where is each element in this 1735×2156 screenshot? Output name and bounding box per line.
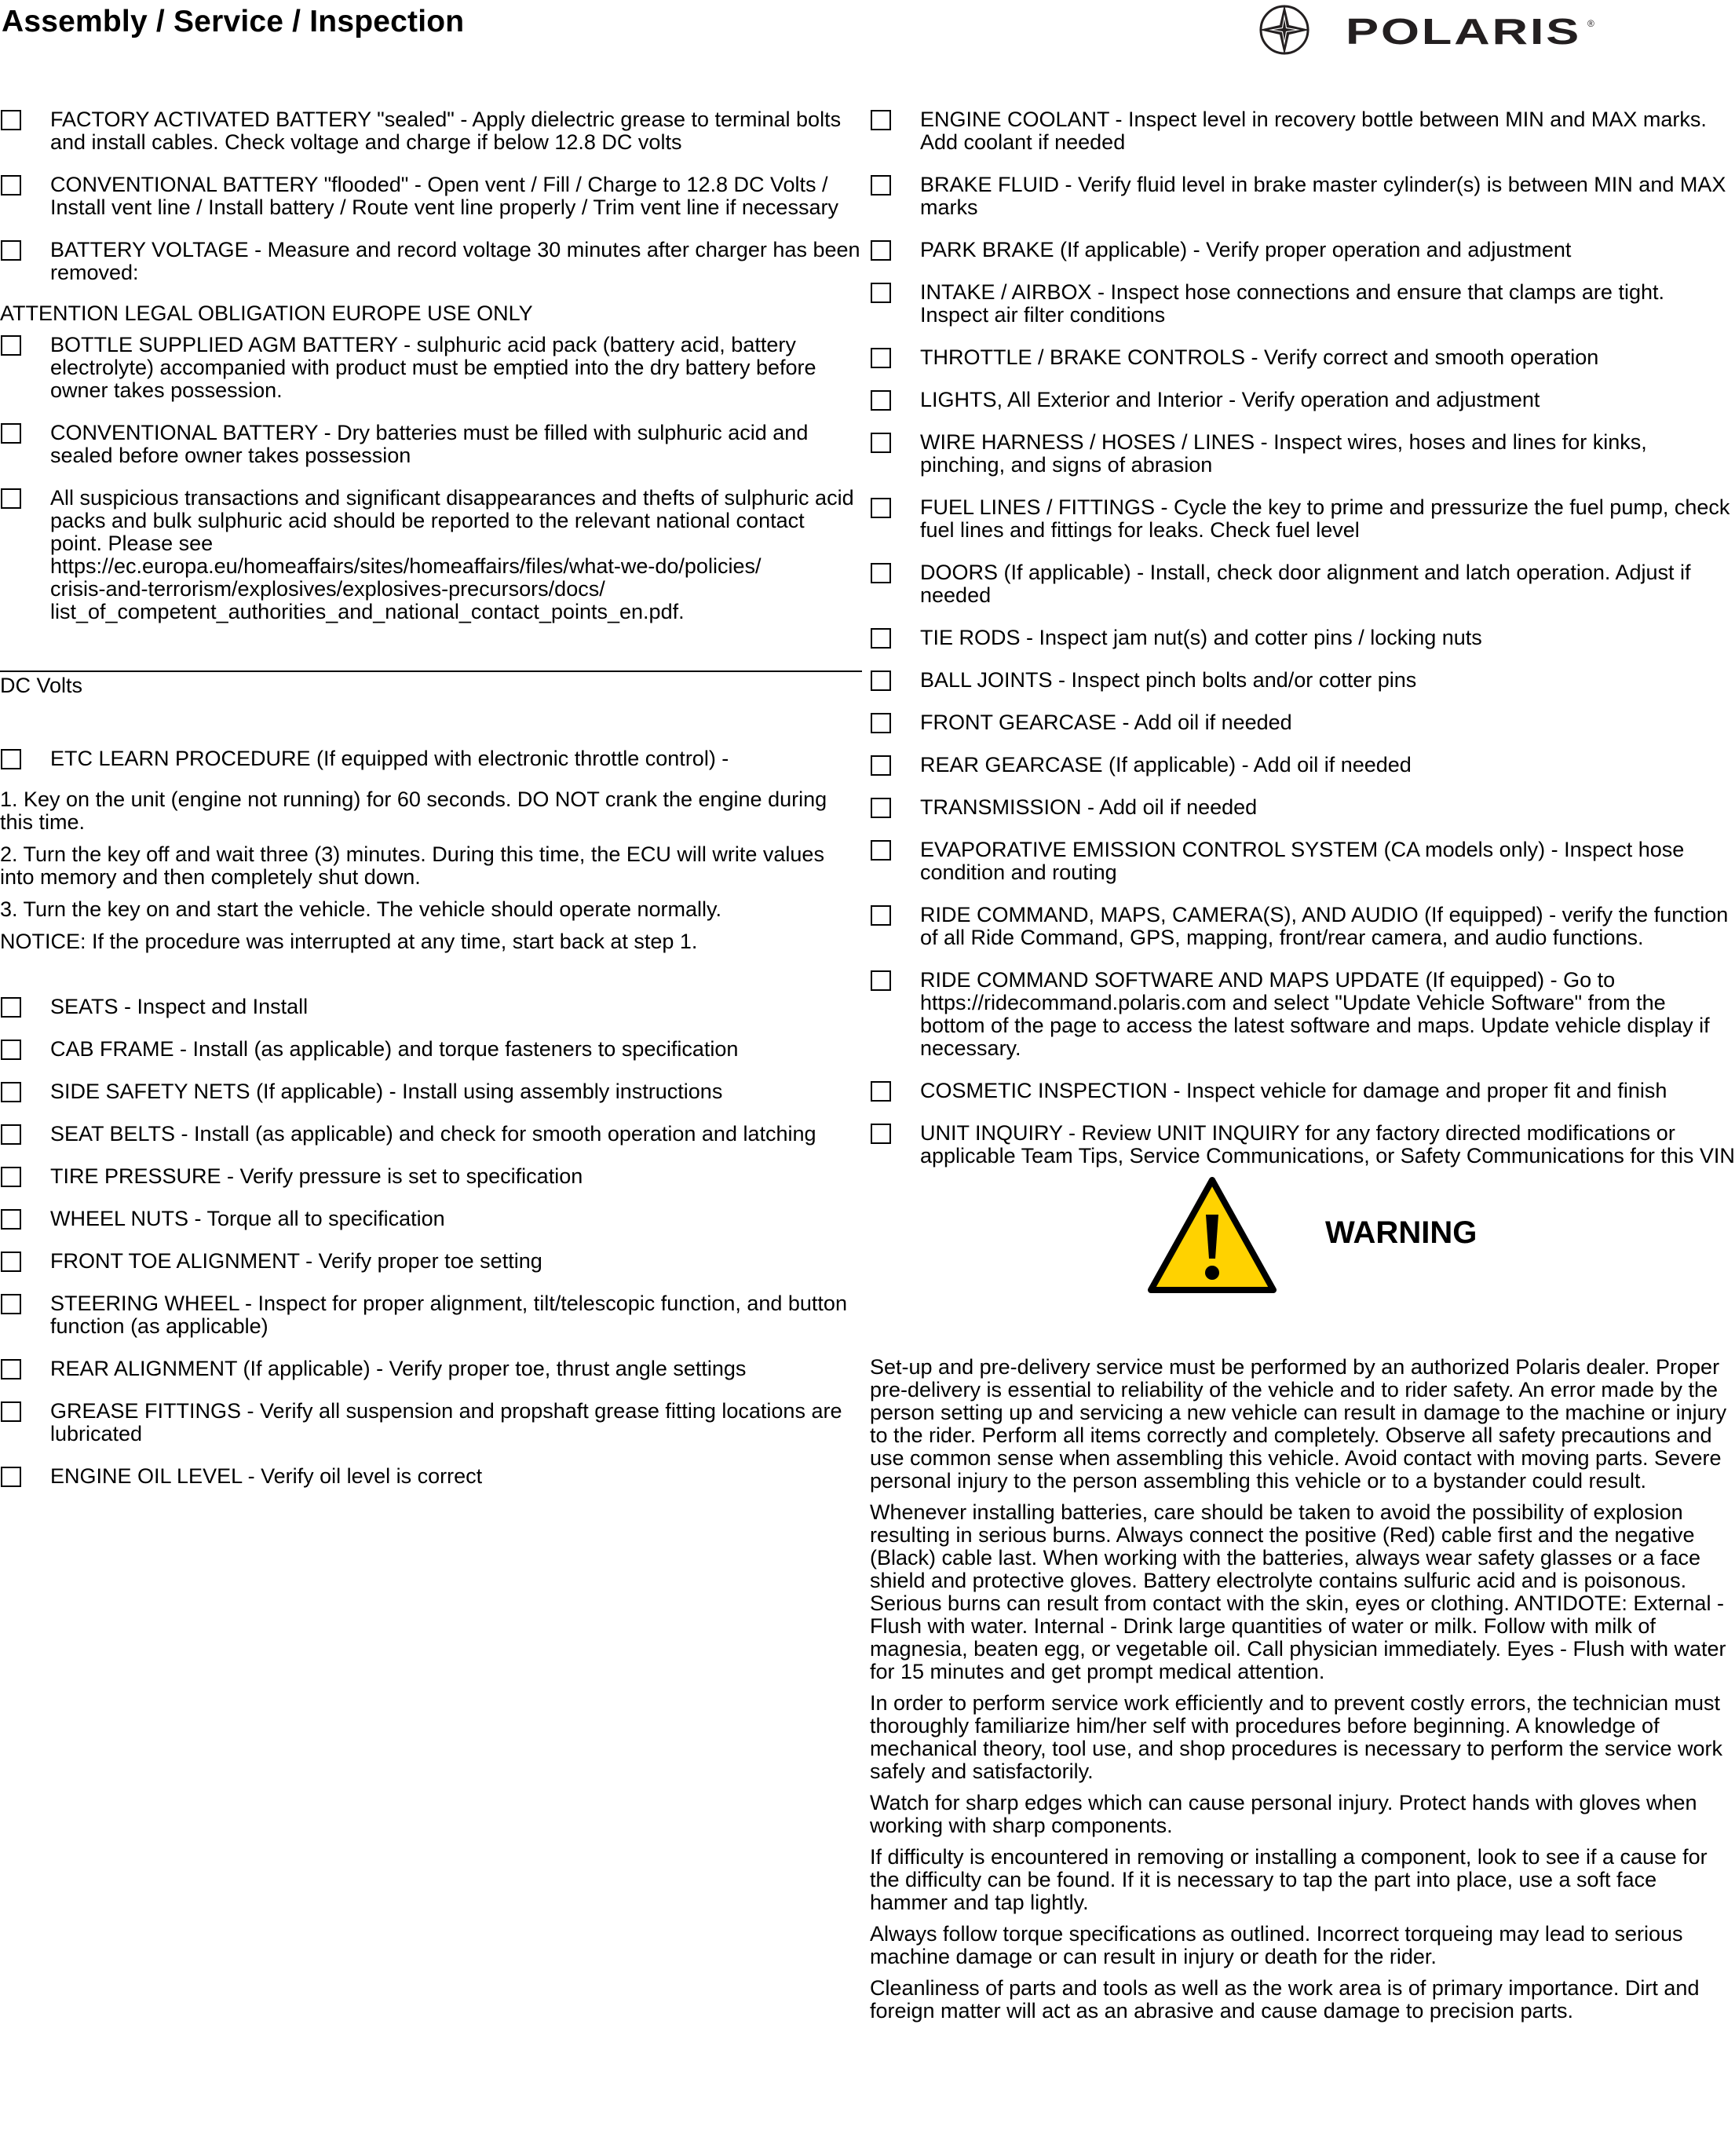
checkbox[interactable] [871, 628, 891, 649]
checkbox[interactable] [871, 840, 891, 861]
checkbox[interactable] [871, 1124, 891, 1144]
checkbox[interactable] [871, 390, 891, 411]
item-text: PARK BRAKE (If applicable) - Verify proper operation and adjustment [920, 238, 1572, 261]
dc-volts-label: DC Volts [0, 674, 83, 697]
checklist-item [870, 627, 1735, 649]
warning-banner [870, 1168, 1735, 1293]
checklist-item [0, 747, 862, 770]
polaris-logo [1258, 3, 1603, 57]
checklist-item [870, 1080, 1735, 1102]
checklist-item [870, 1122, 1735, 1168]
item-text: WHEEL NUTS - Torque all to specification [50, 1207, 445, 1230]
checklist-item [870, 431, 1735, 477]
checkbox[interactable] [871, 671, 891, 691]
checklist-item [870, 839, 1735, 884]
checklist-item [0, 487, 862, 623]
item-text: DOORS (If applicable) - Install, check door alignment and latch operation. Adjust if needed [920, 561, 1691, 607]
checklist-item [870, 796, 1735, 819]
url-line: https://ec.europa.eu/homeaffairs/sites/homeaffairs/files/what-we-do/policies/ [50, 554, 762, 578]
checklist-item [0, 1080, 862, 1103]
item-text: LIGHTS, All Exterior and Interior - Verify operation and adjustment [920, 388, 1540, 411]
checkbox[interactable] [871, 283, 891, 303]
checklist-item [870, 711, 1735, 734]
checklist-item [870, 174, 1735, 219]
checkbox[interactable] [871, 240, 891, 261]
item-text: CONVENTIONAL BATTERY "flooded" - Open vent / Fill / Charge to 12.8 DC Volts / Install vent line / Install battery / Route vent line properly / Trim vent line if necessary [50, 173, 838, 219]
checklist-item [0, 1208, 862, 1230]
checklist-item [870, 561, 1735, 607]
warning-triangle-icon [1148, 1177, 1277, 1293]
checkbox[interactable] [1, 1252, 21, 1272]
checklist-item [870, 754, 1735, 777]
attention-heading: ATTENTION LEGAL OBLIGATION EUROPE USE ONLY [0, 301, 533, 325]
item-text: SIDE SAFETY NETS (If applicable) - Install using assembly instructions [50, 1080, 723, 1103]
item-text: SEATS - Inspect and Install [50, 995, 309, 1018]
item-text: CONVENTIONAL BATTERY - Dry batteries must be filled with sulphuric acid and sealed before owner takes possession [50, 421, 809, 467]
item-text: INTAKE / AIRBOX - Inspect hose connections and ensure that clamps are tight. Inspect air filter conditions [920, 280, 1664, 327]
item-text: COSMETIC INSPECTION - Inspect vehicle for damage and proper fit and finish [920, 1079, 1667, 1102]
item-text: REAR ALIGNMENT (If applicable) - Verify proper toe, thrust angle settings [50, 1357, 747, 1380]
warning-paragraph: Cleanliness of parts and tools as well as the work area is of primary importance. Dirt and foreign matter will act as an abrasive and cause damage to precision parts. [870, 1976, 1700, 2023]
etc-step: 1. Key on the unit (engine not running) for 60 seconds. DO NOT crank the engine during this time. [0, 787, 827, 834]
item-text: ENGINE COOLANT - Inspect level in recovery bottle between MIN and MAX marks. Add coolant if needed [920, 108, 1707, 154]
checkbox[interactable] [871, 175, 891, 196]
registered-mark: ® [1587, 18, 1594, 29]
item-text: RIDE COMMAND, MAPS, CAMERA(S), AND AUDIO (If equipped) - verify the function of all Ride Command, GPS, mapping, front/rear camera, and audio functions. [920, 903, 1729, 949]
checkbox[interactable] [1, 488, 21, 509]
item-text: FRONT TOE ALIGNMENT - Verify proper toe setting [50, 1249, 542, 1273]
item-text: STEERING WHEEL - Inspect for proper alignment, tilt/telescopic function, and button function (as applicable) [50, 1292, 847, 1338]
item-text: THROTTLE / BRAKE CONTROLS - Verify correct and smooth operation [920, 345, 1599, 369]
checkbox[interactable] [871, 755, 891, 776]
item-text: FACTORY ACTIVATED BATTERY "sealed" - Apply dielectric grease to terminal bolts and install cables. Check voltage and charge if below 12.8 DC volts [50, 108, 842, 154]
item-text: ETC LEARN PROCEDURE (If equipped with electronic throttle control) - [50, 747, 729, 770]
checklist-item [0, 174, 862, 219]
checklist-item [0, 1465, 862, 1488]
checklist-item [0, 1400, 862, 1445]
checklist-item [870, 281, 1735, 327]
checkbox[interactable] [1, 1467, 21, 1487]
checkbox[interactable] [1, 423, 21, 444]
item-text: TRANSMISSION - Add oil if needed [920, 795, 1258, 819]
checkbox[interactable] [1, 749, 21, 769]
item-text: RIDE COMMAND SOFTWARE AND MAPS UPDATE (If equipped) - Go to https://ridecommand.polaris.com and select "Update Vehicle Software" from the bottom of the page to access the latest software and maps. Update vehicle display if necessary. [920, 968, 1710, 1060]
checklist-item [870, 108, 1735, 154]
warning-paragraph: Whenever installing batteries, care should be taken to avoid the possibility of explosion resulting in serious burns. Always connect the positive (Red) cable first and the negative (Black) cable last. When working with the batteries, always wear safety glasses or a face shield and protective gloves. Battery electrolyte contains sulfuric acid and is poisonous. Serious burns can result from contact with the skin, eyes or clothing. ANTIDOTE: External - Flush with water. Internal - Drink large quantities of water or milk. Follow with milk of magnesia, beaten egg, or vegetable oil. Call physician immediately. Eyes - Flush with water for 15 minutes and get prompt medical attention. [870, 1500, 1726, 1683]
checkbox[interactable] [1, 335, 21, 356]
checkbox[interactable] [871, 905, 891, 926]
checklist-item [870, 346, 1735, 369]
url-line: crisis-and-terrorism/explosives/explosives-precursors/docs/ [50, 577, 605, 601]
item-text: BOTTLE SUPPLIED AGM BATTERY - sulphuric acid pack (battery acid, battery electrolyte) accompanied with product must be emptied into the dry battery before owner takes possession. [50, 333, 816, 402]
contact-url[interactable] [50, 555, 862, 623]
checklist-item [0, 239, 862, 284]
checklist-item [870, 669, 1735, 692]
warning-paragraph: Always follow torque specifications as outlined. Incorrect torqueing may lead to serious machine damage or can result in injury or death for the rider. [870, 1922, 1683, 1968]
warning-paragraph: Watch for sharp edges which can cause personal injury. Protect hands with gloves when working with sharp components. [870, 1791, 1697, 1837]
checklist-item [870, 496, 1735, 542]
etc-step: 2. Turn the key off and wait three (3) minutes. During this time, the ECU will write values into memory and then completely shut down. [0, 842, 824, 889]
warning-paragraph: Set-up and pre-delivery service must be performed by an authorized Polaris dealer. Proper pre-delivery is essential to reliability of the vehicle and to rider safety. An error made by the person setting up and servicing a new vehicle can result in damage to the machine or injury to the rider. Perform all items correctly and completely. Observe all safety precautions and use common sense when assembling this vehicle. Avoid contact with moving parts. Severe personal injury to the person assembling this vehicle or to a bystander could result. [870, 1355, 1727, 1493]
checkbox[interactable] [1, 240, 21, 261]
checkbox[interactable] [1, 1040, 21, 1060]
item-text: WIRE HARNESS / HOSES / LINES - Inspect wires, hoses and lines for kinks, pinching, and signs of abrasion [920, 430, 1647, 477]
checkbox[interactable] [1, 1294, 21, 1314]
checkbox[interactable] [1, 1167, 21, 1187]
item-text: FRONT GEARCASE - Add oil if needed [920, 711, 1292, 734]
left-column [0, 108, 862, 1488]
checkbox[interactable] [871, 970, 891, 991]
item-text: ENGINE OIL LEVEL - Verify oil level is correct [50, 1464, 483, 1488]
checkbox[interactable] [1, 997, 21, 1018]
item-text: BALL JOINTS - Inspect pinch bolts and/or cotter pins [920, 668, 1417, 692]
checkbox[interactable] [871, 1081, 891, 1102]
checklist-item [0, 1165, 862, 1188]
page-title: Assembly / Service / Inspection [2, 5, 465, 38]
item-text: SEAT BELTS - Install (as applicable) and check for smooth operation and latching [50, 1122, 816, 1146]
checkbox[interactable] [1, 1359, 21, 1379]
checklist-item [0, 1038, 862, 1061]
item-text: TIE RODS - Inspect jam nut(s) and cotter pins / locking nuts [920, 626, 1482, 649]
checkbox[interactable] [1, 110, 21, 130]
checkbox[interactable] [1, 1124, 21, 1145]
compass-star-icon [1259, 5, 1309, 55]
item-text: TIRE PRESSURE - Verify pressure is set to specification [50, 1164, 583, 1188]
checklist-item [0, 1292, 862, 1338]
etc-step: 3. Turn the key on and start the vehicle. The vehicle should operate normally. [0, 897, 722, 921]
checklist-item [0, 1123, 862, 1146]
item-text: BRAKE FLUID - Verify fluid level in brake master cylinder(s) is between MIN and MAX marks [920, 173, 1726, 219]
item-text: GREASE FITTINGS - Verify all suspension and propshaft grease fitting locations are lubricated [50, 1399, 842, 1445]
item-text: BATTERY VOLTAGE - Measure and record voltage 30 minutes after charger has been removed: [50, 238, 860, 284]
checkbox[interactable] [1, 175, 21, 196]
checklist-item [0, 108, 862, 154]
warning-paragraph: In order to perform service work efficiently and to prevent costly errors, the technician must thoroughly familiarize him/her self with procedures before beginning. A knowledge of mechanical theory, tool use, and shop procedures is necessary to perform the service work safely and satisfactorily. [870, 1691, 1723, 1783]
checkbox[interactable] [871, 713, 891, 733]
checklist-item [870, 389, 1735, 411]
checklist-item [0, 334, 862, 402]
checkbox[interactable] [1, 1401, 21, 1422]
checklist-item [0, 422, 862, 467]
checklist-item [870, 904, 1735, 949]
item-text: EVAPORATIVE EMISSION CONTROL SYSTEM (CA models only) - Inspect hose condition and routing [920, 838, 1685, 884]
warning-paragraph: If difficulty is encountered in removing or installing a component, look to see if a cause for the difficulty can be found. If it is necessary to tap the part into place, use a soft face hammer and tap lightly. [870, 1845, 1708, 1914]
item-text: UNIT INQUIRY - Review UNIT INQUIRY for any factory directed modifications or applicable Team Tips, Service Communications, or Safety Communications for this VIN [920, 1121, 1735, 1168]
checklist-item [0, 1250, 862, 1273]
checklist-item [0, 996, 862, 1018]
checkbox[interactable] [871, 110, 891, 130]
checklist-item [870, 969, 1735, 1060]
notice-text: NOTICE: If the procedure was interrupted at any time, start back at step 1. [0, 930, 698, 953]
item-text: REAR GEARCASE (If applicable) - Add oil if needed [920, 753, 1412, 777]
url-line: list_of_competent_authorities_and_national_contact_points_en.pdf. [50, 600, 685, 623]
checkbox[interactable] [1, 1209, 21, 1230]
checkbox[interactable] [1, 1082, 21, 1102]
checkbox[interactable] [871, 433, 891, 453]
checkbox[interactable] [871, 498, 891, 518]
checklist-item [870, 239, 1735, 261]
checkbox[interactable] [871, 798, 891, 818]
warning-label: WARNING [1325, 1215, 1477, 1250]
item-text: FUEL LINES / FITTINGS - Cycle the key to prime and pressurize the fuel pump, check fuel lines and fittings for leaks. Check fuel level [920, 495, 1730, 542]
right-column [870, 108, 1735, 2031]
item-text: CAB FRAME - Install (as applicable) and torque fasteners to specification [50, 1037, 739, 1061]
checklist-item [0, 1358, 862, 1380]
item-text: All suspicious transactions and significant disappearances and thefts of sulphuric acid packs and bulk sulphuric acid should be reported to the relevant national contact point. Please see [50, 486, 854, 555]
checkbox[interactable] [871, 348, 891, 368]
checkbox[interactable] [871, 563, 891, 583]
brand-wordmark: POLARIS [1346, 11, 1581, 52]
